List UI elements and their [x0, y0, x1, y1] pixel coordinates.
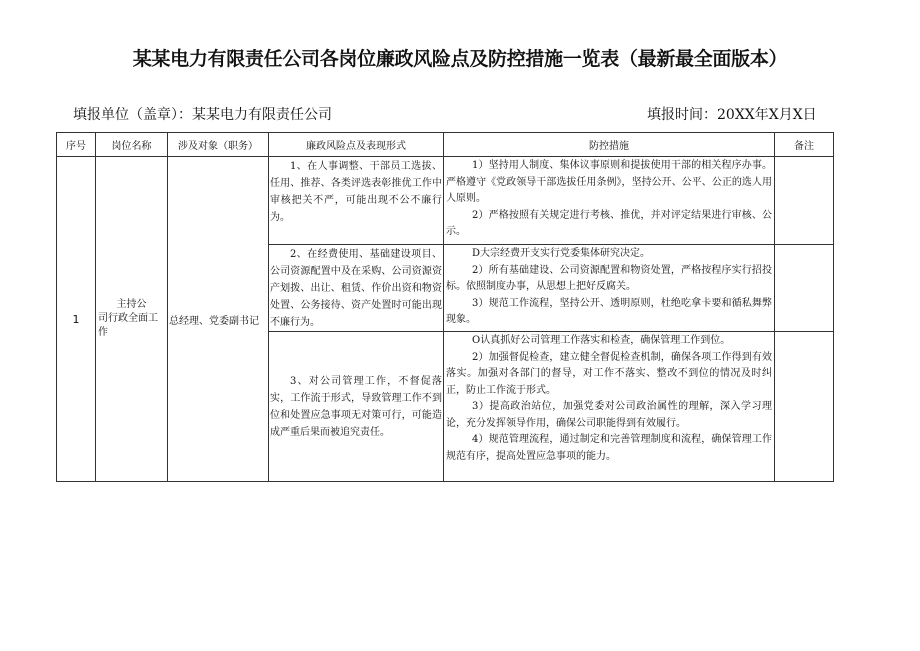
fill-unit-label: 填报单位（盖章）：某某电力有限责任公司 — [73, 107, 332, 123]
position-line1: 主持公 — [116, 299, 147, 310]
measure-item: D大宗经费开支实行党委集体研究决定。 — [472, 248, 651, 259]
risk-text-2: 2、在经费使用、基础建设项目、公司资源配置中及在采购、公司资源资产划拨、出让、租赁、作价出资和物资处置、公务接待、资产处置时可能出现不廉行为。 — [270, 249, 442, 328]
remark-cell-3 — [775, 332, 834, 482]
measure-item: 1）坚持用人制度、集体议事原则和提拔使用干部的相关程序办事。严格遵守《党政领导干部选拔任用条例》，坚持公开、公平、公正的选人用人原则。 — [446, 160, 772, 204]
risk-table — [56, 132, 834, 482]
measure-item: 2）所有基础建设、公司资源配置和物资处置，严格按程序实行招投标。依照制度办事，从思想上把好反腐关。 — [446, 264, 772, 292]
measures-cell-3 — [444, 332, 775, 482]
risk-cell-3 — [269, 332, 444, 482]
table-row — [57, 157, 834, 245]
measure-item: 3）提高政治站位，加强党委对公司政治属性的理解，深入学习理论，充分发挥领导作用，确保公司职能得到有效履行。 — [446, 401, 772, 429]
header-position: 岗位名称 — [96, 133, 168, 157]
header-remark: 备注 — [775, 133, 834, 157]
header-seq: 序号 — [57, 133, 96, 157]
risk-cell-1 — [269, 157, 444, 245]
risk-text-1: 1、在人事调整、干部员工选拔、任用、推荐、各类评选表彰推优工作中审核把关不严，可能出现不公不廉行为。 — [270, 161, 442, 223]
fill-time-label: 填报时间：20XX年X月X日 — [647, 107, 817, 123]
remark-cell-1 — [775, 157, 834, 245]
header-risk: 廉政风险点及表现形式 — [269, 133, 444, 157]
header-involved: 涉及对象（职务） — [168, 133, 269, 157]
measures-cell-2 — [444, 245, 775, 332]
measure-item: O认真抓好公司管理工作落实和检查，确保管理工作到位。 — [472, 335, 731, 346]
measures-cell-1 — [444, 157, 775, 245]
risk-cell-2 — [269, 245, 444, 332]
measure-item: 3）规范工作流程，坚持公开、透明原则，杜绝吃拿卡要和循私舞弊现象。 — [446, 297, 772, 325]
table-header-row — [57, 133, 834, 157]
seq-cell: 1 — [57, 157, 96, 482]
involved-cell: 总经理、党委副书记 — [168, 157, 269, 482]
risk-text-3: 3、对公司管理工作，不督促落实，工作流于形式，导致管理工作不到位和处置应急事项无对策可行，可能造成严重后果而被追究责任。 — [270, 376, 442, 438]
position-line2: 司行政全面工作 — [98, 313, 158, 338]
remark-cell-2 — [775, 245, 834, 332]
measure-item: 4）规范管理流程，通过制定和完善管理制度和流程，确保管理工作规范有序，提高处置应急事项的能力。 — [446, 434, 772, 462]
measure-item: 2）加强督促检查，建立健全督促检查机制，确保各项工作得到有效落实。加强对各部门的督导，对工作不落实、整改不到位的情况及时纠正，防止工作流于形式。 — [446, 351, 772, 396]
document-title: 某某电力有限责任公司各岗位廉政风险点及防控措施一览表（最新最全面版本） — [132, 48, 788, 70]
position-cell — [96, 157, 168, 482]
measure-item: 2）严格按照有关规定进行考核、推优，并对评定结果进行审核、公示。 — [446, 209, 772, 237]
header-measures: 防控措施 — [444, 133, 775, 157]
